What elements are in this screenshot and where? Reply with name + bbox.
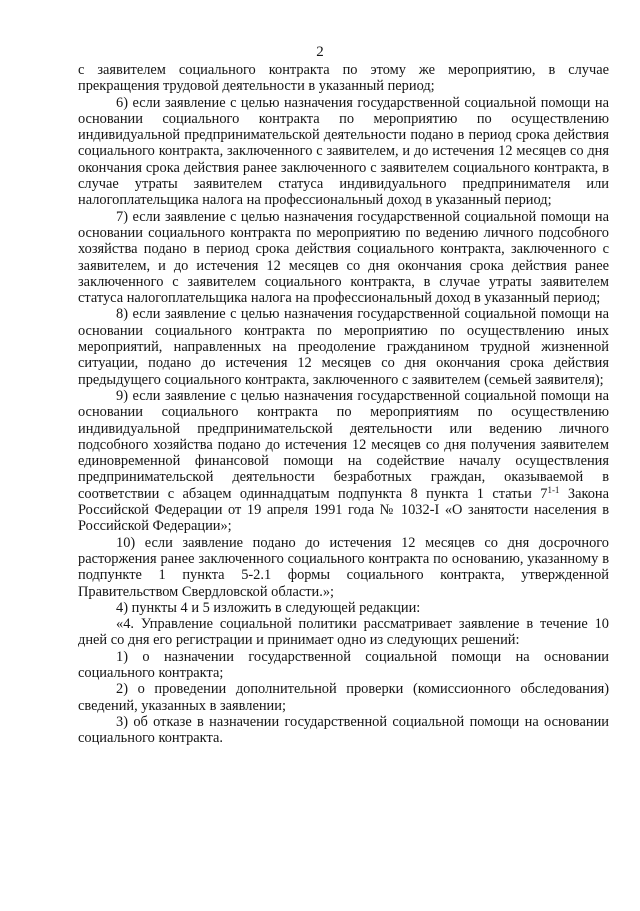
paragraph-item-6: 6) если заявление с целью назначения государственной социальной помощи на основании социального контракта по мероприятию по осуществлению индивидуальной предпринимательской деятельности подано в период срока действия социального контракта, заключенного с заявителем, и до истечения 12 месяцев со дня окончания срока действия ранее заключенного с заявителем социального контракта, в случае утраты заявителем статуса индивидуального предпринимателя или налогоплательщика налога на профессиональный доход в указанный период; <box>78 94 609 209</box>
paragraph-continuation: с заявителем социального контракта по этому же мероприятию, в случае прекращения трудовой деятельности в указанный период; <box>78 62 609 95</box>
paragraph-decision-2: 2) о проведении дополнительной проверки (комиссионного обследования) сведений, указанных в заявлении; <box>78 681 609 714</box>
paragraph-amendment-4: 4) пункты 4 и 5 изложить в следующей редакции: <box>116 599 421 616</box>
paragraph-item-9-tail: Закона Российской Федерации от 19 апреля 1991 года № 1032-I «О занятости населения в Российской Федерации»; <box>78 485 609 535</box>
paragraph-item-8: 8) если заявление с целью назначения государственной социальной помощи на основании социального контракта по мероприятию по осуществлению иных мероприятий, направленных на преодоление гражданином трудной жизненной ситуации, подано до истечения 12 месяцев со дня окончания срока действия предыдущего социального контракта, заключенного с заявителем (семьей заявителя); <box>78 306 609 388</box>
paragraph-item-7: 7) если заявление с целью назначения государственной социальной помощи на основании социального контракта по мероприятию по ведению личного подсобного хозяйства подано в период срока действия социального контракта, заключенного с заявителем, и до истечения 12 месяцев со дня окончания срока действия ранее заключенного с заявителем социального контракта, в случае утраты заявителем статуса налогоплательщика налога на профессиональный доход в указанный период; <box>78 208 609 307</box>
article-superscript: 1-1 <box>547 484 560 495</box>
paragraph-item-10: 10) если заявление подано до истечения 12 месяцев со дня досрочного расторжения ранее заключенного социального контракта по основанию, указанному в подпункте 1 пункта 5-2.1 формы социального контракта, утвержденной Правительством Свердловской области.»; <box>78 534 609 600</box>
paragraph-clause-4: «4. Управление социальной политики рассматривает заявление в течение 10 дней со дня его регистрации и принимает одно из следующих решений: <box>78 616 609 649</box>
paragraph-item-9 <box>78 388 609 535</box>
paragraph-decision-1: 1) о назначении государственной социальной помощи на основании социального контракта; <box>78 648 609 681</box>
paragraph-decision-3: 3) об отказе в назначении государственной социальной помощи на основании социального контракта. <box>78 713 609 747</box>
paragraph-item-9-text: 9) если заявление с целью назначения государственной социальной помощи на основании социального контракта по мероприятиям по осуществлению индивидуальной предпринимательской деятельности или ведению личного подсобного хозяйства подано до истечения 12 месяцев со дня получения заявителем единовременной финансовой помощи на содействие началу осуществления предпринимательской деятельности безработных граждан, оказываемой в соответствии с абзацем одиннадцатым подпункта 8 пункта 1 статьи 7 <box>78 387 609 502</box>
page-number: 2 <box>316 44 324 60</box>
document-body <box>78 62 609 746</box>
